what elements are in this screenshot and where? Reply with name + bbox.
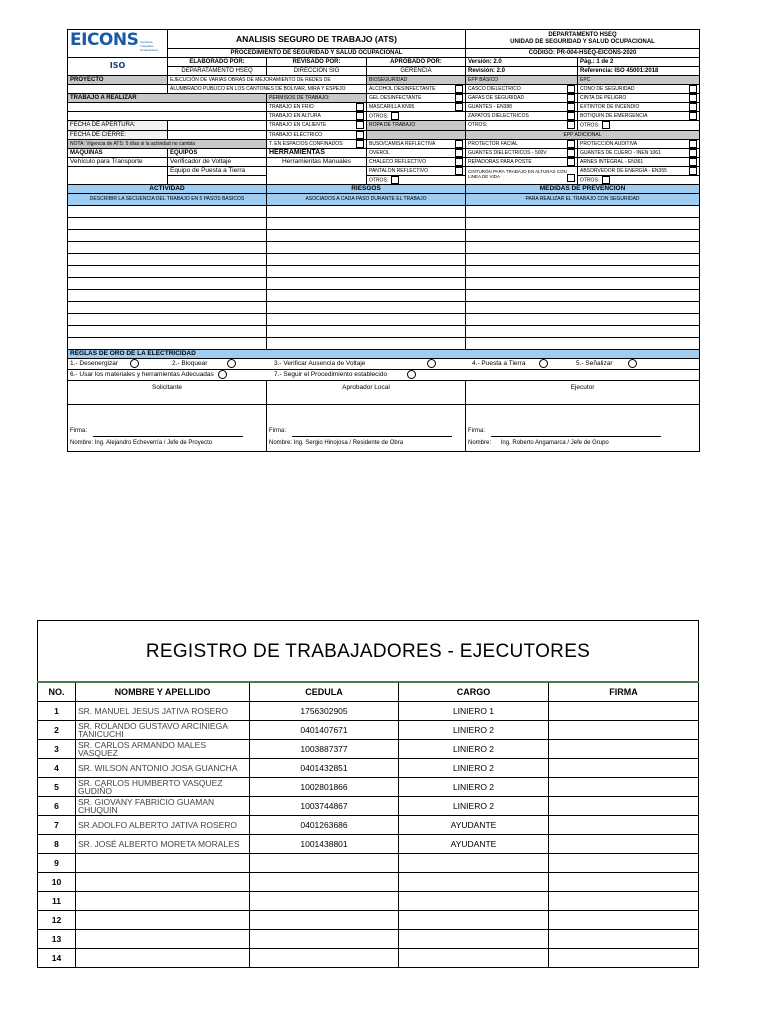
- riesgos-header: RIESGOS: [267, 184, 466, 193]
- row-cargo: LINIERO 2: [399, 740, 549, 759]
- eppa-right-item-5: OTROS:: [578, 175, 700, 184]
- riesgo-cell[interactable]: [267, 241, 466, 253]
- epc-item-3: EXTINTOR DE INCENDIO: [578, 103, 700, 112]
- medida-cell[interactable]: [466, 241, 700, 253]
- table-row: [38, 816, 699, 835]
- activity-row: [68, 301, 700, 313]
- row-cedula: [250, 911, 399, 930]
- row-cargo: LINIERO 2: [399, 721, 549, 740]
- epc-title: EPC: [578, 76, 700, 85]
- actividad-subheader: DESCRIBIR LA SECUENCIA DEL TRABAJO EN 5 PASOS BÁSICOS: [68, 193, 267, 205]
- row-cedula: 1756302905: [250, 702, 399, 721]
- procedure-code: CÓDIGO: PR-004-HSEQ-EICONS-2020: [466, 49, 700, 58]
- row-cargo: [399, 930, 549, 949]
- regla-1-radio[interactable]: [130, 359, 139, 368]
- table-row: [38, 911, 699, 930]
- eppa-right-checkbox-4[interactable]: [689, 167, 697, 175]
- permiso-item-3: TRABAJO EN CALIENTE: [267, 121, 367, 130]
- row-number: 12: [38, 911, 76, 930]
- row-firma[interactable]: [549, 854, 699, 873]
- row-number: 8: [38, 835, 76, 854]
- form-title: ANALISIS SEGURO DE TRABAJO (ATS): [168, 30, 466, 49]
- row-cedula: 1003744867: [250, 797, 399, 816]
- row-firma[interactable]: [549, 930, 699, 949]
- actividad-cell[interactable]: [68, 241, 267, 253]
- medida-cell[interactable]: [466, 265, 700, 277]
- row-nombre: [76, 949, 250, 968]
- permiso-checkbox-3[interactable]: [356, 121, 364, 129]
- activity-row: [68, 337, 700, 349]
- eppa-right-item-3: ARNES INTEGRAL - EN361: [578, 157, 700, 166]
- trabajo-label: TRABAJO A REALIZAR: [68, 94, 267, 103]
- row-cedula: [250, 892, 399, 911]
- eppa-right-item-4: ABSORVEDOR DE ENERGÍA - EN355: [578, 166, 700, 175]
- row-cedula: [250, 930, 399, 949]
- permisos-title: PERMISOS DE TRABAJO:: [267, 94, 367, 103]
- col-cedula: CEDULA: [250, 682, 399, 702]
- row-firma[interactable]: [549, 721, 699, 740]
- eppa-right-checkbox-1[interactable]: [689, 140, 697, 148]
- row-nombre: SR. CARLOS HUMBERTO VASQUEZ GUDIÑO: [76, 778, 250, 797]
- eppa-right-checkbox-5[interactable]: [602, 176, 610, 184]
- table-row: [38, 740, 699, 759]
- riesgo-cell[interactable]: [267, 289, 466, 301]
- actividad-cell[interactable]: [68, 229, 267, 241]
- row-nombre: SR.ADOLFO ALBERTO JATIVA ROSERO: [76, 816, 250, 835]
- table-row: [38, 835, 699, 854]
- eppa-checkbox-2[interactable]: [567, 149, 575, 157]
- row-cedula: 0401263686: [250, 816, 399, 835]
- eppa-item-1: PROTECTOR FACIAL: [466, 139, 578, 148]
- row-cargo: LINIERO 2: [399, 778, 549, 797]
- activity-row: [68, 265, 700, 277]
- regla-6-radio[interactable]: [218, 370, 227, 379]
- solicitante-nombre: Ing. Alejandro Echeverría / Jefe de Proyecto: [94, 439, 213, 446]
- permiso-checkbox-1[interactable]: [356, 103, 364, 111]
- firma-label: Firma:: [70, 427, 87, 434]
- eppa-right-checkbox-3[interactable]: [689, 158, 697, 166]
- row-firma[interactable]: [549, 873, 699, 892]
- medida-cell[interactable]: [466, 337, 700, 349]
- activity-row: [68, 289, 700, 301]
- riesgo-cell[interactable]: [267, 205, 466, 217]
- regla-3-radio[interactable]: [427, 359, 436, 368]
- bio-item-1: ALCOHOL DESINFECTANTE: [367, 85, 466, 94]
- row-number: 5: [38, 778, 76, 797]
- medida-cell[interactable]: [466, 289, 700, 301]
- reglas-row-1: [68, 358, 700, 369]
- registro-table: [37, 620, 699, 968]
- row-nombre: [76, 892, 250, 911]
- row-firma[interactable]: [549, 740, 699, 759]
- row-nombre: [76, 854, 250, 873]
- row-cedula: 0401432851: [250, 759, 399, 778]
- row-cargo: [399, 949, 549, 968]
- row-cedula: 1003887377: [250, 740, 399, 759]
- bio-item-3: MASCARILLA KN95: [367, 103, 466, 112]
- ropa-checkbox-3[interactable]: [455, 158, 463, 166]
- fecha-apertura-field[interactable]: [168, 121, 267, 130]
- row-cedula: [250, 854, 399, 873]
- aprobador-label: Aprobador Local: [267, 380, 466, 404]
- equipos-label: EQUIPOS: [168, 148, 267, 157]
- epc-checkbox-5[interactable]: [602, 121, 610, 129]
- activity-row: [68, 313, 700, 325]
- solicitante-label: Solicitante: [68, 380, 267, 404]
- company-name: EICONS: [70, 29, 139, 50]
- epp-checkbox-2[interactable]: [567, 94, 575, 102]
- ropa-checkbox-2[interactable]: [455, 149, 463, 157]
- nombre-label: Nombre:: [468, 439, 492, 446]
- solicitante-firma[interactable]: [68, 404, 267, 451]
- table-row: [38, 778, 699, 797]
- epp-checkbox-5[interactable]: [567, 121, 575, 129]
- bioseguridad-title: BIOSEGURIDAD: [367, 76, 466, 85]
- epp-item-2: GAFAS DE SEGURIDAD: [466, 94, 578, 103]
- regla-5-radio[interactable]: [628, 359, 637, 368]
- bio-checkbox-3[interactable]: [455, 103, 463, 111]
- actividad-cell[interactable]: [68, 289, 267, 301]
- eppa-right-item-1: PROTECCIÓN AUDITIVA: [578, 139, 700, 148]
- activity-row: [68, 241, 700, 253]
- row-firma[interactable]: [549, 778, 699, 797]
- firma-label: Firma:: [468, 427, 485, 434]
- herramientas-label: HERRAMIENTAS: [267, 148, 367, 157]
- reglas-title: REGLAS DE ORO DE LA ELECTRICIDAD: [68, 349, 700, 358]
- riesgo-cell[interactable]: [267, 229, 466, 241]
- row-firma[interactable]: [549, 892, 699, 911]
- row-cedula: [250, 873, 399, 892]
- medidas-subheader: PARA REALIZAR EL TRABAJO CON SEGURIDAD: [466, 193, 700, 205]
- ropa-item-2: OVEROL: [367, 148, 466, 157]
- col-firma: FIRMA: [549, 682, 699, 702]
- row-cargo: [399, 854, 549, 873]
- epc-item-1: CONO DE SEGURIDAD: [578, 85, 700, 94]
- aprobado-label: APROBADO POR:: [367, 58, 466, 67]
- table-row: [38, 702, 699, 721]
- eppa-checkbox-3[interactable]: [567, 158, 575, 166]
- epc-item-2: CINTA DE PELIGRO: [578, 94, 700, 103]
- eppa-right-item-2: GUANTES DE CUERO - INEN 1061: [578, 148, 700, 157]
- row-nombre: SR. CARLOS ARMANDO MALES VASQUEZ: [76, 740, 250, 759]
- row-firma[interactable]: [549, 911, 699, 930]
- dept-header: [466, 30, 700, 49]
- regla-2-label: 2.- Bloquear: [172, 360, 208, 368]
- epp-checkbox-3[interactable]: [567, 103, 575, 111]
- actividad-cell[interactable]: [68, 253, 267, 265]
- row-cedula: 1002801866: [250, 778, 399, 797]
- row-cargo: LINIERO 1: [399, 702, 549, 721]
- table-row: [38, 892, 699, 911]
- ropa-item-3: CHALECO REFLECTIVO: [367, 157, 466, 166]
- equipos-value-2: Equipo de Puesta a Tierra: [168, 166, 267, 175]
- row-cedula: 0401407671: [250, 721, 399, 740]
- row-number: 13: [38, 930, 76, 949]
- row-firma[interactable]: [549, 759, 699, 778]
- medida-cell[interactable]: [466, 301, 700, 313]
- medidas-header: MEDIDAS DE PREVENCIÓN: [466, 184, 700, 193]
- riesgo-cell[interactable]: [267, 253, 466, 265]
- revision: Revisión: 2.0: [466, 67, 578, 76]
- epp-item-3: GUANTES - EN388: [466, 103, 578, 112]
- epc-item-5: OTROS:: [578, 121, 700, 130]
- row-cargo: [399, 892, 549, 911]
- ropa-checkbox-5[interactable]: [391, 176, 399, 184]
- riesgo-cell[interactable]: [267, 301, 466, 313]
- regla-1-label: 1.- Desenergizar: [70, 360, 119, 368]
- epp-item-4: ZAPATOS DIELECTRICOS: [466, 112, 578, 121]
- riesgo-cell[interactable]: [267, 313, 466, 325]
- activity-row: [68, 325, 700, 337]
- medida-cell[interactable]: [466, 217, 700, 229]
- activity-row: [68, 229, 700, 241]
- iso-logo: [68, 58, 168, 76]
- ejecutor-firma[interactable]: [466, 404, 700, 451]
- row-nombre: SR. GIOVANY FABRICIO GUAMAN CHUQUIN: [76, 797, 250, 816]
- regla-2-radio[interactable]: [227, 359, 236, 368]
- referencia: Referencia: ISO 45001:2018: [578, 67, 700, 76]
- proyecto-line-2: ALUMBRADO PUBLICO EN LOS CANTONES DE BOLIVAR, MIRA Y ESPEJO: [168, 85, 367, 94]
- ejecutor-nombre: Ing. Roberto Angamarca / Jefe de Grupo: [500, 439, 609, 446]
- trabajo-field[interactable]: [68, 103, 267, 112]
- table-row: [38, 854, 699, 873]
- row-firma[interactable]: [549, 702, 699, 721]
- epp-adicional-title: EPP ADICIONAL: [466, 130, 700, 139]
- aprobador-firma[interactable]: [267, 404, 466, 451]
- aprobador-nombre: Ing. Sergio Hinojosa / Residente de Obra: [293, 439, 404, 446]
- epp-item-5: OTROS:: [466, 121, 578, 130]
- maquinas-empty[interactable]: [68, 166, 168, 184]
- medida-cell[interactable]: [466, 325, 700, 337]
- procedure-title: PROCEDIMIENTO DE SEGURIDAD Y SALUD OCUPACIONAL: [168, 49, 466, 58]
- bio-checkbox-1[interactable]: [455, 85, 463, 93]
- row-firma[interactable]: [549, 949, 699, 968]
- row-number: 7: [38, 816, 76, 835]
- row-number: 11: [38, 892, 76, 911]
- actividad-header: ACTIVIDAD: [68, 184, 267, 193]
- herramientas-value: Herramientas Manuales: [267, 157, 367, 166]
- actividad-cell[interactable]: [68, 265, 267, 277]
- bio-item-4: OTROS:: [367, 112, 466, 121]
- riesgo-cell[interactable]: [267, 337, 466, 349]
- regla-7-radio[interactable]: [407, 370, 416, 379]
- row-nombre: [76, 930, 250, 949]
- medida-cell[interactable]: [466, 313, 700, 325]
- ropa-checkbox-1[interactable]: [455, 140, 463, 148]
- eppa-item-3: REPADORAS PARA POSTE: [466, 157, 578, 166]
- fecha-cierre-field[interactable]: [168, 130, 267, 139]
- firma-label: Firma:: [269, 427, 286, 434]
- epc-checkbox-4[interactable]: [689, 112, 697, 120]
- epc-item-4: BOTIQUIN DE EMERGENCIA: [578, 112, 700, 121]
- table-row: [38, 930, 699, 949]
- ats-form: [67, 29, 700, 452]
- fecha-cierre-label: FECHA DE CIERRE:: [68, 130, 168, 139]
- eppa-checkbox-1[interactable]: [567, 140, 575, 148]
- actividad-cell[interactable]: [68, 217, 267, 229]
- actividad-cell[interactable]: [68, 325, 267, 337]
- table-row: [38, 721, 699, 740]
- epp-basico-title: EPP BÁSICO: [466, 76, 578, 85]
- permiso-item-1: TRABAJO EN FRIO: [267, 103, 367, 112]
- permiso-checkbox-2[interactable]: [356, 112, 364, 120]
- row-number: 4: [38, 759, 76, 778]
- row-nombre: SR. MANUEL JESUS JATIVA ROSERO: [76, 702, 250, 721]
- revisado-value: DIRECCION SIG: [267, 67, 367, 76]
- medida-cell[interactable]: [466, 229, 700, 241]
- row-cargo: AYUDANTE: [399, 816, 549, 835]
- version: Versión: 2.0: [466, 58, 578, 67]
- activity-row: [68, 277, 700, 289]
- epc-checkbox-3[interactable]: [689, 103, 697, 111]
- nombre-label: Nombre:: [70, 439, 94, 446]
- dept-line-2: UNIDAD DE SEGURIDAD Y SALUD OCUPACIONAL: [510, 39, 655, 45]
- herramientas-empty[interactable]: [267, 166, 367, 184]
- riesgo-cell[interactable]: [267, 265, 466, 277]
- revisado-label: REVISADO POR:: [267, 58, 367, 67]
- aprobado-value: GERENCIA: [367, 67, 466, 76]
- epp-checkbox-4[interactable]: [567, 112, 575, 120]
- permiso-item-2: TRABAJO EN ALTURA: [267, 112, 367, 121]
- iso-mark: ISO: [109, 61, 126, 70]
- col-cargo: CARGO: [399, 682, 549, 702]
- row-firma[interactable]: [549, 835, 699, 854]
- equipos-empty[interactable]: [168, 175, 267, 184]
- fecha-apertura-label: FECHA DE APERTURA:: [68, 121, 168, 130]
- eppa-item-4: CINTURÓN PARA TRABAJO EN ALTURAS CON LINEA DE VIDA: [466, 166, 578, 184]
- permiso-checkbox-5[interactable]: [356, 140, 364, 148]
- riesgo-cell[interactable]: [267, 217, 466, 229]
- nota: NOTA: Vigencia de ATS: 5 días si la actividad no cambia: [68, 139, 267, 148]
- regla-7-label: 7.- Seguir el Procedimiento establecido: [274, 371, 388, 379]
- activity-row: [68, 205, 700, 217]
- ropa-item-1: BUSO/CAMISA REFLECTIVA: [367, 139, 466, 148]
- regla-6-label: 6.- Usar los materiales y herramientas Adecuadas: [70, 371, 214, 379]
- row-number: 1: [38, 702, 76, 721]
- table-row: [38, 759, 699, 778]
- bio-checkbox-2[interactable]: [455, 94, 463, 102]
- riesgos-subheader: ASOCIADOS A CADA PASO DURANTE EL TRABAJO: [267, 193, 466, 205]
- row-number: 6: [38, 797, 76, 816]
- row-number: 10: [38, 873, 76, 892]
- table-row: [38, 797, 699, 816]
- company-logo: [68, 30, 168, 58]
- row-number: 14: [38, 949, 76, 968]
- row-firma[interactable]: [549, 797, 699, 816]
- riesgo-cell[interactable]: [267, 325, 466, 337]
- row-nombre: [76, 911, 250, 930]
- table-row: [38, 949, 699, 968]
- medida-cell[interactable]: [466, 253, 700, 265]
- actividad-cell[interactable]: [68, 313, 267, 325]
- epp-checkbox-1[interactable]: [567, 85, 575, 93]
- regla-4-label: 4.- Puesta a Tierra: [472, 360, 526, 368]
- regla-3-label: 3.- Verificar Ausencia de Voltaje: [274, 360, 366, 368]
- reglas-row-2: [68, 369, 700, 380]
- company-tagline: Servicios Integrales Ecuatorianos: [140, 39, 158, 52]
- eppa-item-2: GUANTES DIELECTRICOS - 500V: [466, 148, 578, 157]
- row-nombre: SR. ROLANDO GUSTAVO ARCINIEGA TANICUCHI: [76, 721, 250, 740]
- equipos-value-1: Verificador de Voltaje: [168, 157, 267, 166]
- row-nombre: SR. JOSÉ ALBERTO MORETA MORALES: [76, 835, 250, 854]
- row-cargo: [399, 873, 549, 892]
- nombre-label: Nombre:: [269, 439, 293, 446]
- row-nombre: SR. WILSON ANTONIO JOSA GUANCHA: [76, 759, 250, 778]
- permiso-checkbox-4[interactable]: [356, 131, 364, 139]
- ejecutor-label: Ejecutor: [466, 380, 700, 404]
- col-nombre: NOMBRE Y APELLIDO: [76, 682, 250, 702]
- activity-row: [68, 217, 700, 229]
- riesgo-cell[interactable]: [267, 277, 466, 289]
- col-no: NO.: [38, 682, 76, 702]
- ropa-checkbox-4[interactable]: [455, 167, 463, 175]
- medida-cell[interactable]: [466, 205, 700, 217]
- permiso-item-5: T. EN ESPACIOS CONFINADOS: [267, 139, 367, 148]
- epc-checkbox-2[interactable]: [689, 94, 697, 102]
- page-number: Pág.: 1 de 2: [578, 58, 700, 67]
- row-cargo: AYUDANTE: [399, 835, 549, 854]
- ropa-spacer: [367, 130, 466, 139]
- row-nombre: [76, 873, 250, 892]
- row-cargo: LINIERO 2: [399, 797, 549, 816]
- activity-row: [68, 253, 700, 265]
- trabajo-field-2[interactable]: [68, 112, 267, 121]
- regla-5-label: 5.- Señalizar: [576, 360, 613, 368]
- dept-line-1: DEPARTAMENTO HSEQ: [548, 32, 617, 38]
- row-number: 9: [38, 854, 76, 873]
- row-cargo: [399, 911, 549, 930]
- ropa-item-5: OTROS:: [367, 175, 466, 184]
- elaborado-value: DEPARATAMENTO HSEQ: [168, 67, 267, 76]
- bio-checkbox-4[interactable]: [391, 112, 399, 120]
- elaborado-label: ELABORADO POR:: [168, 58, 267, 67]
- proyecto-line-1: EJECUCIÓN DE VARIAS OBRAS DE MEJORAMIENTO DE REDES DE: [168, 76, 367, 85]
- eppa-right-checkbox-2[interactable]: [689, 149, 697, 157]
- row-cargo: LINIERO 2: [399, 759, 549, 778]
- maquinas-label: MAQUINAS: [68, 148, 168, 157]
- row-cedula: [250, 949, 399, 968]
- proyecto-label: PROYECTO: [68, 76, 168, 85]
- permiso-item-4: TRABAJO ELÉCTRICO: [267, 130, 367, 139]
- regla-4-radio[interactable]: [539, 359, 548, 368]
- ropa-item-4: PANTALON REFLECTIVO: [367, 166, 466, 175]
- maquinas-value: Vehículo para Transporte: [68, 157, 168, 166]
- table-row: [38, 873, 699, 892]
- row-number: 3: [38, 740, 76, 759]
- ropa-title: ROPA DE TRABAJO: [367, 121, 466, 130]
- actividad-cell[interactable]: [68, 301, 267, 313]
- row-cedula: 1001438801: [250, 835, 399, 854]
- actividad-cell[interactable]: [68, 277, 267, 289]
- actividad-cell[interactable]: [68, 337, 267, 349]
- medida-cell[interactable]: [466, 277, 700, 289]
- epc-checkbox-1[interactable]: [689, 85, 697, 93]
- row-firma[interactable]: [549, 816, 699, 835]
- registro-title: REGISTRO DE TRABAJADORES - EJECUTORES: [38, 621, 699, 683]
- row-number: 2: [38, 721, 76, 740]
- epp-item-1: CASCO DIELECTRICO: [466, 85, 578, 94]
- registro-rows: [38, 702, 699, 968]
- actividad-cell[interactable]: [68, 205, 267, 217]
- bio-item-2: GEL DESINFECTANTE: [367, 94, 466, 103]
- eppa-checkbox-4[interactable]: [567, 174, 575, 182]
